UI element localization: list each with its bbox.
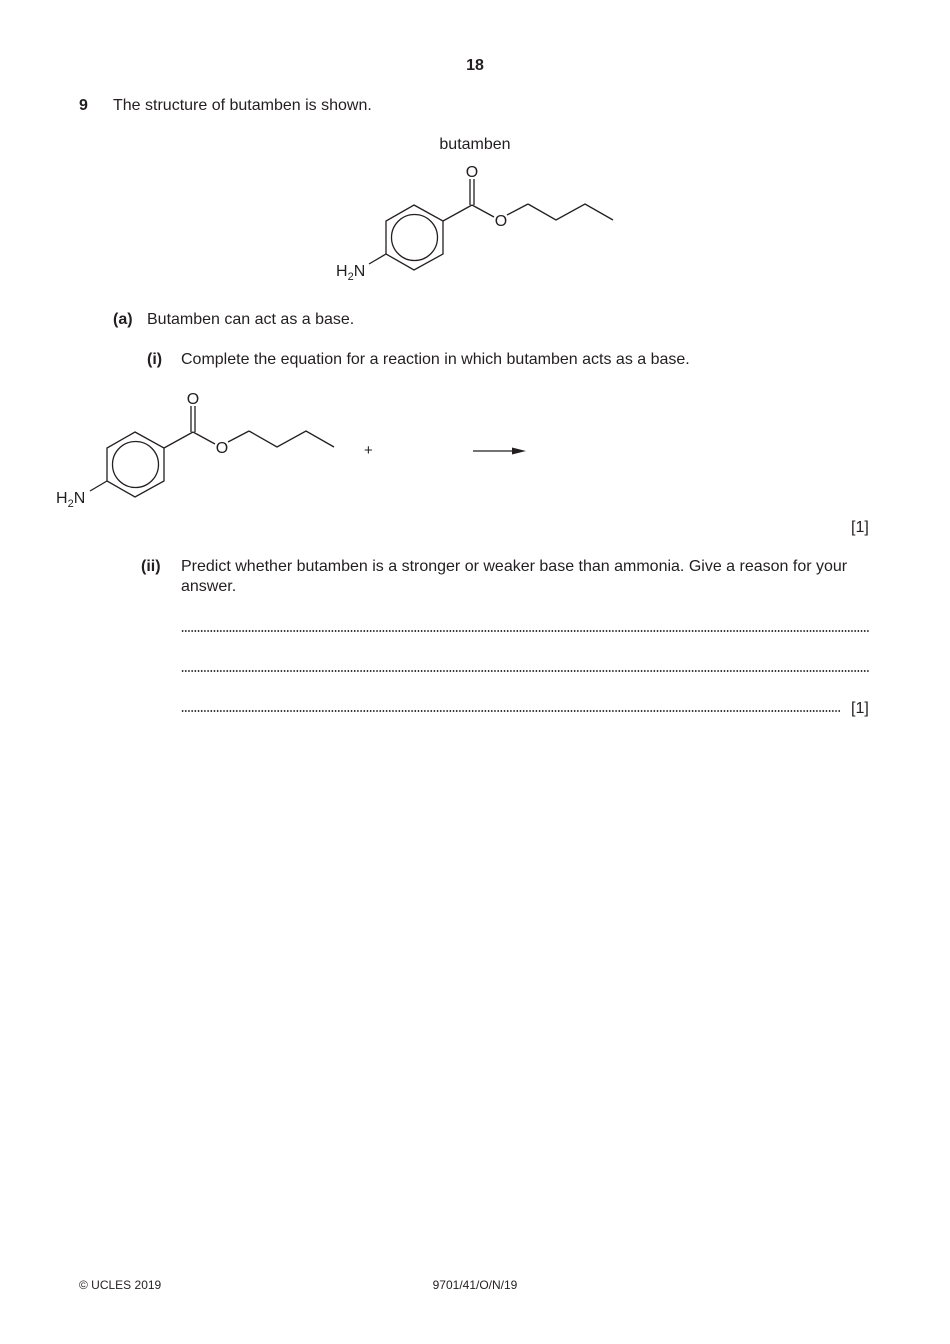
footer-code: 9701/41/O/N/19 [432, 1278, 518, 1292]
ester-oxygen-bond [507, 204, 528, 215]
plus-sign: + [364, 442, 373, 459]
part-i-text: Complete the equation for a reaction in which butamben acts as a base. [181, 351, 690, 368]
part-ii-label: (ii) [141, 558, 161, 575]
amine-n: N [353, 263, 366, 280]
equation-aromatic-circle [113, 442, 159, 488]
amine-bond [369, 254, 386, 264]
equation-butyl-chain [249, 431, 334, 447]
equation-amine-n: N [73, 490, 86, 507]
equation-ester-oxygen-label: O [215, 440, 229, 457]
equation-amine-bond [90, 481, 107, 491]
butyl-chain [528, 204, 613, 220]
page-number: 18 [466, 57, 484, 74]
part-a-label: (a) [113, 311, 133, 328]
carbonyl-ester-bond [472, 205, 494, 217]
amine-subscript: 2 [347, 271, 354, 283]
structure-bonds [369, 179, 613, 270]
part-i-label: (i) [147, 351, 163, 368]
answer-line[interactable] [181, 710, 840, 712]
equation-reactant-structure [40, 382, 350, 512]
structure-title: butamben [439, 136, 511, 153]
carbonyl-oxygen-label: O [465, 164, 479, 181]
footer-copyright: © UCLES 2019 [79, 1278, 162, 1292]
amine-label [336, 263, 365, 283]
amine-h: H [336, 263, 348, 280]
butamben-structure [320, 158, 630, 288]
equation-amine-h: H [56, 490, 68, 507]
question-stem: The structure of butamben is shown. [113, 97, 372, 114]
equation-carbonyl-oxygen-label: O [186, 391, 200, 408]
answer-line[interactable] [181, 630, 870, 632]
part-a-text: Butamben can act as a base. [147, 311, 355, 328]
ring-carbonyl-bond [443, 205, 472, 221]
part-ii-marks: [1] [851, 700, 869, 717]
part-ii-text: Predict whether butamben is a stronger or weaker base than ammonia. Give a reason for your answer. [181, 558, 848, 595]
equation-ring-carbonyl-bond [164, 432, 193, 448]
reaction-arrow-icon [472, 445, 532, 457]
equation-ester-oxygen-bond [228, 431, 249, 442]
part-i-marks: [1] [851, 519, 869, 536]
question-number: 9 [79, 97, 88, 114]
equation-amine-subscript: 2 [67, 498, 74, 510]
equation-amine-label [56, 490, 85, 510]
ester-oxygen-label: O [494, 213, 508, 230]
equation-structure-bonds [90, 406, 334, 497]
aromatic-circle [392, 215, 438, 261]
equation-carbonyl-ester-bond [193, 432, 215, 444]
answer-line[interactable] [181, 670, 870, 672]
